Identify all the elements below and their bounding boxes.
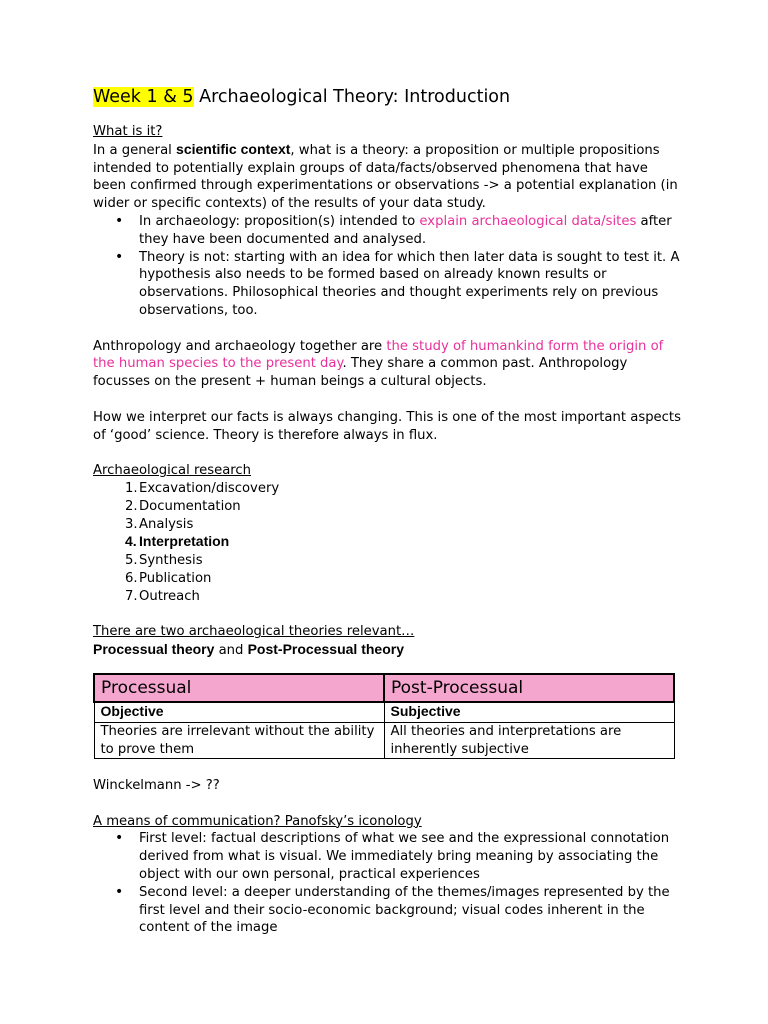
table-header-post-processual: Post-Processual <box>384 674 674 702</box>
bullet-text: Theory is not: starting with an idea for which then later data is sought to test it. A hypothesis also needs to be formed based on already known results or observations. Philosophical theories and thought experiments rely on previous observations, too. <box>139 249 680 318</box>
bullet-text: after they have been documented and analysed. <box>139 213 672 247</box>
bullet-item <box>93 830 683 883</box>
list-item: 7. Outreach <box>125 588 200 604</box>
table-cell-subjective: Subjective <box>390 702 461 719</box>
title-text: Archaeological Theory: Introduction <box>199 87 511 107</box>
table-header-processual: Processual <box>94 674 384 702</box>
definition-text-b: , what is a theory: a proposition or multiple propositions intended to potentially explain groups of data/facts/observed phenomena that have been confirmed through experimentations or observations -> a potential explanation (in wider or specific contexts) of the results of your data study. <box>93 142 678 212</box>
table-cell-objective: Objective <box>100 702 164 719</box>
table-row <box>94 702 674 722</box>
research-list <box>93 480 683 606</box>
list-item: 5. Synthesis <box>125 553 203 569</box>
bullet-text: First level: factual descriptions of what we see and the expressional connotation derived from what is visual. We immediately bring meaning by associating the object with our own personal, practical experiences <box>139 831 670 883</box>
panofsky-heading: A means of communication? Panofsky’s iconology <box>93 813 422 829</box>
bullet-text: Second level: a deeper understanding of the themes/images represented by the first level and their socio-economic background; visual codes inherent in the content of the image <box>139 884 670 936</box>
definition-paragraph <box>93 141 683 213</box>
list-item: 3. Analysis <box>125 516 194 532</box>
page-title <box>93 84 683 110</box>
title-highlight: Week 1 & 5 <box>93 87 194 107</box>
interpret-paragraph: How we interpret our facts is always changing. This is one of the most important aspects of ‘good’ science. Theory is therefore always in flux. <box>93 409 681 443</box>
bullet-pink-text: explain archaeological data/sites <box>419 213 637 229</box>
panofsky-bullets <box>93 830 683 937</box>
theories-heading: There are two archaeological theories relevant… <box>93 624 415 640</box>
anthro-pink-text: the study of humankind form the origin of the human species to the present day <box>93 338 664 372</box>
bullet-item <box>93 213 683 249</box>
list-item: 1. Excavation/discovery <box>125 480 280 496</box>
definition-bold: scientific context <box>176 140 291 157</box>
definition-bullets <box>93 213 683 320</box>
anthro-text-a: Anthropology and archaeology together are <box>93 338 387 354</box>
bullet-text: In archaeology: proposition(s) intended to <box>139 213 420 229</box>
bullet-item <box>93 249 683 320</box>
list-item: 6. Publication <box>125 570 212 586</box>
what-is-it-heading: What is it? <box>93 124 163 139</box>
table-cell: Theories are irrelevant without the ability to prove them <box>94 722 384 759</box>
theories-line: Processual theory and Post-Processual theory <box>93 641 404 659</box>
definition-text-a: In a general <box>93 142 177 158</box>
bullet-item <box>93 884 683 937</box>
table-cell: All theories and interpretations are inherently subjective <box>384 722 674 759</box>
anthro-text-b: . They share a common past. Anthropology focusses on the present + human beings a cultural objects. <box>93 356 628 390</box>
list-item: 4. Interpretation <box>125 533 230 550</box>
theory-post-processual: Post-Processual theory <box>247 641 404 658</box>
theory-table <box>93 673 675 759</box>
theory-processual: Processual theory <box>93 641 215 658</box>
document-page <box>93 84 683 937</box>
winckelmann-line: Winckelmann -> ?? <box>93 778 220 794</box>
table-header-row <box>94 674 674 702</box>
list-item: 2. Documentation <box>125 498 241 514</box>
anthropology-paragraph <box>93 338 683 391</box>
table-row <box>94 722 674 759</box>
research-heading: Archaeological research <box>93 463 252 479</box>
